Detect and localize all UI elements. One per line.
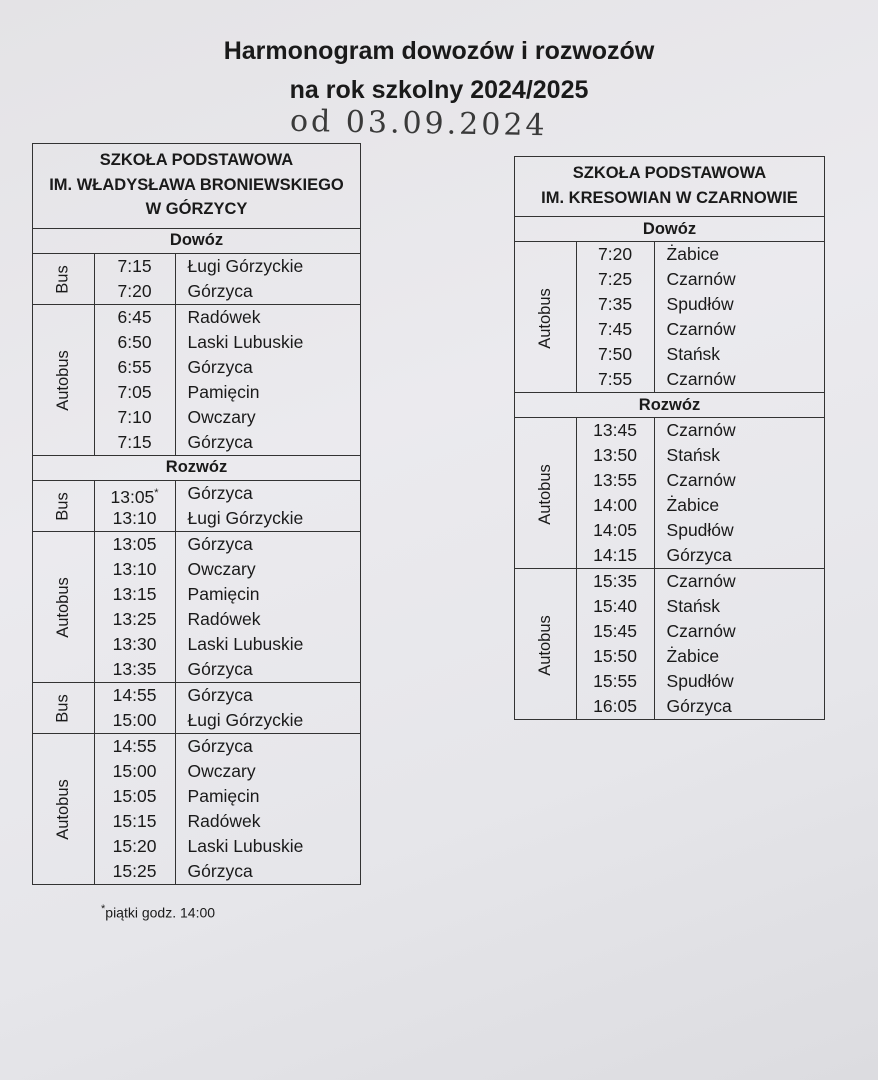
departure-time: 6:45 [117, 306, 152, 327]
departure-time: 7:20 [598, 244, 633, 264]
vehicle-label-text: Bus [53, 265, 72, 294]
places-cell [654, 242, 824, 393]
departure-time: 15:00 [112, 709, 157, 730]
departure-time: 13:25 [112, 608, 157, 629]
vehicle-label [33, 733, 95, 884]
section-rozwoz: Rozwóz [33, 455, 361, 480]
departure-time: 14:00 [593, 495, 637, 515]
departure-time: 15:25 [112, 860, 157, 881]
vehicle-label [515, 242, 577, 393]
departure-time: 13:05 [112, 533, 157, 554]
stop-name: Laski Lubuskie [187, 835, 304, 856]
departure-time: 13:35 [112, 658, 157, 679]
schedule-table-gorzyca [32, 143, 361, 885]
times-cell [94, 304, 175, 455]
school-name-line: IM. WŁADYSŁAWA BRONIEWSKIEGO [49, 175, 344, 194]
vehicle-label-text: Autobus [535, 463, 554, 525]
stop-name: Ługi Górzyckie [187, 709, 304, 730]
stop-name: Czarnów [666, 319, 736, 339]
vehicle-label-text: Autobus [535, 614, 554, 676]
departure-time: 7:15 [117, 431, 152, 452]
departure-time: 13:15 [112, 583, 157, 604]
times-cell [94, 480, 175, 531]
stop-name: Ługi Górzyckie [187, 507, 304, 528]
left-rozwoz-group [33, 480, 361, 884]
stop-name: Czarnów [666, 621, 736, 641]
school-name-line: IM. KRESOWIAN W CZARNOWIE [541, 188, 798, 207]
stop-name: Czarnów [666, 571, 736, 591]
places-cell [175, 531, 360, 682]
stop-name: Spudłów [666, 520, 734, 540]
stop-name: Górzyca [187, 482, 253, 503]
section-rozwoz: Rozwóz [515, 393, 825, 418]
stop-name: Radówek [187, 306, 261, 327]
stop-name: Górzyca [666, 545, 732, 565]
vehicle-label [33, 253, 95, 304]
departure-time: 13:50 [593, 445, 637, 465]
right-rozwoz-group [515, 418, 825, 720]
departure-time: 13:55 [593, 470, 637, 490]
stop-name: Pamięcin [187, 381, 260, 402]
departure-time: 15:45 [593, 621, 637, 641]
departure-time: 7:45 [598, 319, 633, 339]
stop-name: Owczary [187, 760, 256, 781]
left-dowoz-group [33, 253, 361, 455]
vehicle-label-text: Autobus [53, 779, 72, 840]
vehicle-label [515, 569, 577, 720]
departure-time: 13:30 [112, 633, 157, 654]
departure-time: 7:15 [117, 255, 152, 276]
asterisk-mark: * [154, 486, 159, 499]
school-name-line: W GÓRZYCY [145, 200, 248, 218]
vehicle-block [33, 480, 361, 531]
right-dowoz-group [515, 242, 825, 393]
school-name-line: SZKOŁA PODSTAWOWA [572, 164, 767, 182]
departure-time: 6:50 [117, 331, 152, 352]
vehicle-block [33, 531, 361, 682]
section-dowoz: Dowóz [33, 228, 361, 253]
stop-name: Laski Lubuskie [187, 633, 304, 654]
school-header-gorzyca [33, 144, 361, 229]
stop-name: Spudłów [666, 671, 734, 691]
vehicle-block [33, 733, 361, 884]
stop-name: Górzyca [187, 658, 253, 679]
departure-time: 15:55 [593, 671, 637, 691]
times-cell [94, 531, 175, 682]
vehicle-block [33, 682, 361, 733]
places-cell [654, 418, 824, 569]
departure-time: 15:20 [112, 835, 157, 856]
stop-name: Owczary [187, 406, 256, 427]
stop-name: Górzyca [187, 356, 253, 377]
stop-name: Żabice [666, 646, 720, 666]
vehicle-label [33, 682, 95, 733]
stop-name: Górzyca [187, 431, 253, 452]
times-cell [576, 242, 654, 393]
stop-name: Ługi Górzyckie [187, 255, 304, 276]
departure-time: 7:35 [598, 294, 633, 314]
places-cell [175, 253, 360, 304]
stop-name: Czarnów [666, 420, 736, 440]
document-title-line-2: na rok szkolny 2024/2025 [289, 76, 589, 104]
departure-time: 7:10 [117, 406, 152, 427]
departure-time: 15:00 [112, 760, 157, 781]
departure-time: 15:50 [593, 646, 637, 666]
times-cell [576, 418, 654, 569]
stop-name: Radówek [187, 608, 261, 629]
document-title-line-1: Harmonogram dowozów i rozwozów [223, 37, 655, 65]
section-dowoz: Dowóz [515, 217, 825, 242]
times-cell [94, 682, 175, 733]
departure-time: 15:15 [112, 810, 157, 831]
vehicle-block [515, 569, 825, 720]
stop-name: Laski Lubuskie [187, 331, 304, 352]
school-name-line: SZKOŁA PODSTAWOWA [99, 151, 294, 169]
vehicle-block [515, 242, 825, 393]
places-cell [654, 569, 824, 720]
stop-name: Górzyca [187, 684, 253, 705]
places-cell [175, 733, 360, 884]
departure-time: 7:50 [598, 344, 633, 364]
departure-time: 14:55 [112, 684, 157, 705]
departure-time: 16:05 [593, 696, 637, 716]
stop-name: Radówek [187, 810, 261, 831]
vehicle-label-text: Autobus [535, 287, 554, 349]
vehicle-label [33, 304, 95, 455]
footnote-asterisk: * [101, 903, 106, 915]
places-cell [175, 682, 360, 733]
departure-time: 14:55 [112, 735, 157, 756]
schedule-table-czarnow [514, 156, 825, 720]
vehicle-label [33, 531, 95, 682]
stop-name: Pamięcin [187, 785, 260, 806]
stop-name: Górzyca [187, 735, 253, 756]
footnote [101, 903, 215, 921]
vehicle-label-text: Bus [53, 694, 72, 723]
places-cell [175, 480, 360, 531]
stop-name: Spudłów [666, 294, 734, 314]
handwritten-date: od 03.09.2024 [289, 103, 548, 144]
stop-name: Stańsk [666, 596, 721, 616]
departure-time: 15:05 [112, 785, 157, 806]
stop-name: Górzyca [187, 280, 253, 301]
departure-time: 13:45 [593, 420, 637, 440]
vehicle-block [33, 253, 361, 304]
vehicle-label-text: Autobus [53, 350, 72, 411]
stop-name: Stańsk [666, 344, 721, 364]
stop-name: Górzyca [666, 696, 732, 716]
departure-time: 15:40 [593, 596, 637, 616]
times-cell [576, 569, 654, 720]
departure-time: 13:05* [110, 486, 159, 507]
departure-time: 7:05 [117, 381, 152, 402]
departure-time: 7:55 [598, 369, 633, 389]
stop-name: Górzyca [187, 533, 253, 554]
departure-time: 13:10 [112, 507, 157, 528]
stop-name: Górzyca [187, 860, 253, 881]
vehicle-label [33, 480, 95, 531]
vehicle-label-text: Autobus [53, 577, 72, 638]
departure-time: 13:10 [112, 558, 157, 579]
vehicle-block [33, 304, 361, 455]
stop-name: Stańsk [666, 445, 721, 465]
departure-time: 15:35 [593, 571, 637, 591]
footnote-text: piątki godz. 14:00 [105, 904, 216, 921]
stop-name: Czarnów [666, 369, 736, 389]
places-cell [175, 304, 360, 455]
departure-time: 6:55 [117, 356, 152, 377]
times-cell [94, 733, 175, 884]
stop-name: Czarnów [666, 269, 736, 289]
departure-time: 14:15 [593, 545, 637, 565]
stop-name: Żabice [666, 244, 720, 264]
times-cell [94, 253, 175, 304]
vehicle-label-text: Bus [53, 492, 72, 521]
stop-name: Pamięcin [187, 583, 260, 604]
vehicle-block [515, 418, 825, 569]
departure-time: 14:05 [593, 520, 637, 540]
school-header-czarnow [515, 157, 825, 217]
stop-name: Czarnów [666, 470, 736, 490]
departure-time: 7:25 [598, 269, 633, 289]
vehicle-label [515, 418, 577, 569]
departure-time: 7:20 [117, 280, 152, 301]
stop-name: Owczary [187, 558, 256, 579]
stop-name: Żabice [666, 495, 720, 515]
